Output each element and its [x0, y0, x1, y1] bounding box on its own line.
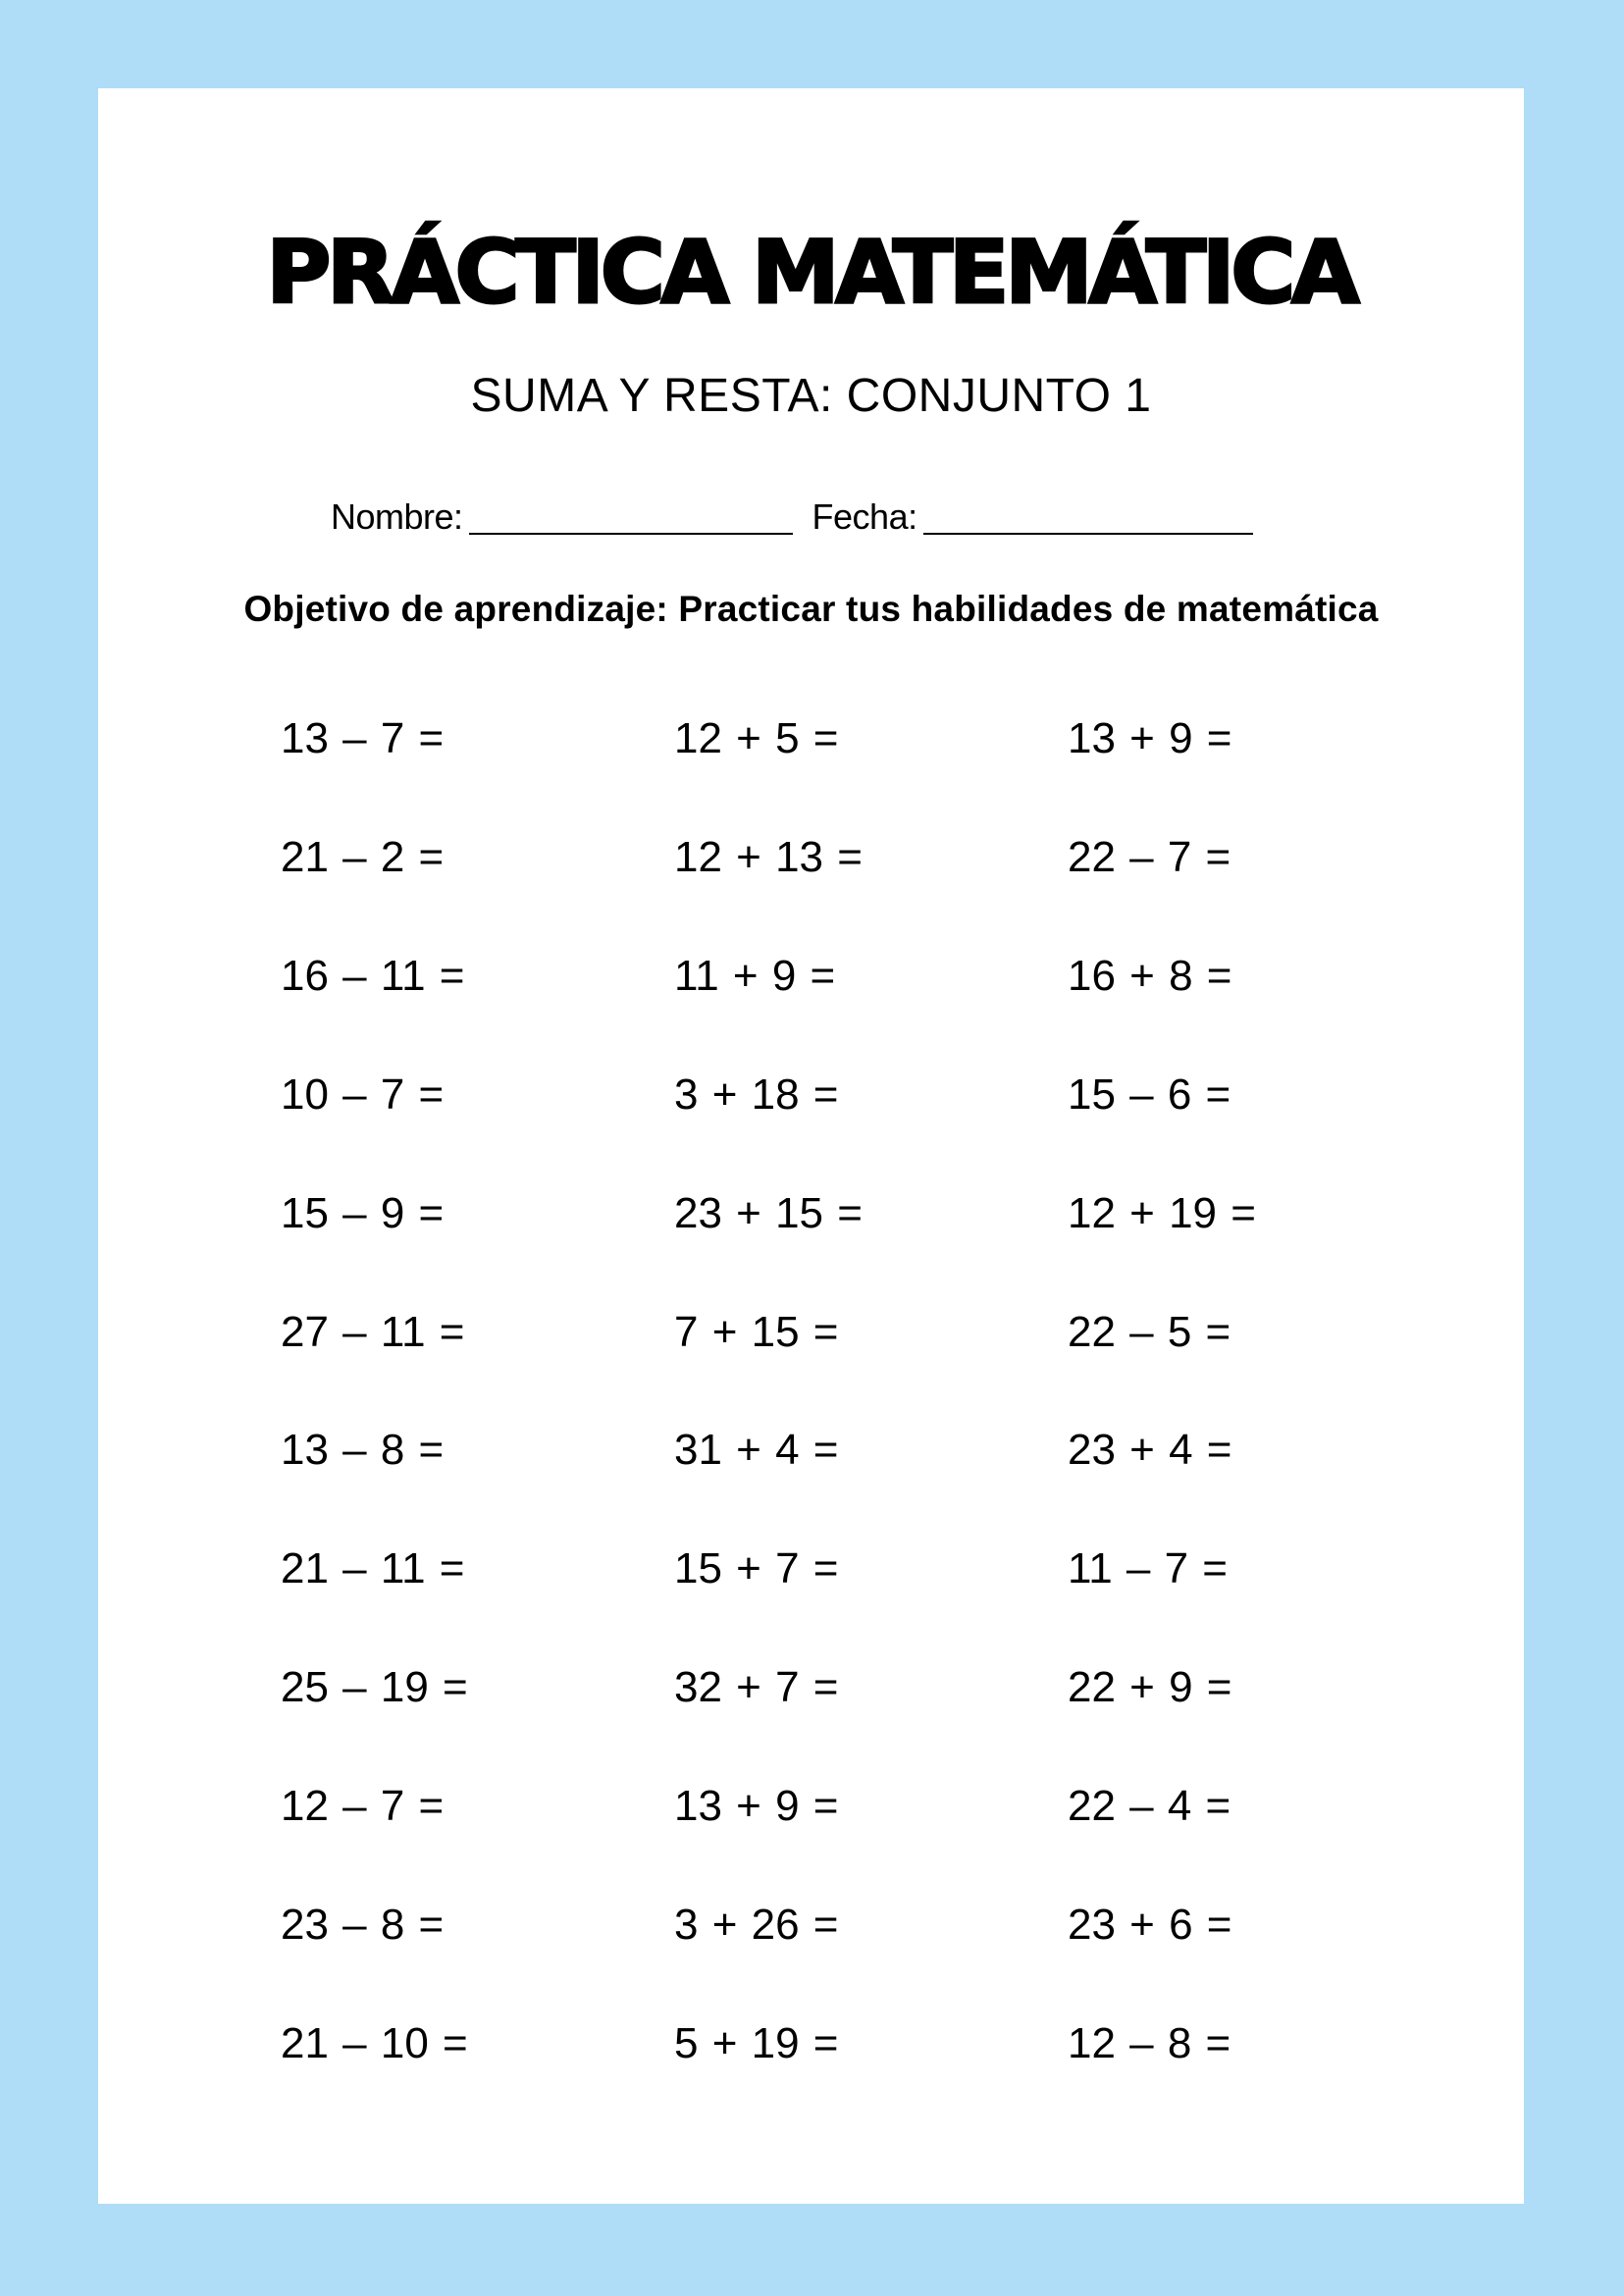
date-field[interactable]: [923, 496, 1253, 535]
problem-row: [281, 1896, 1478, 1955]
problem-row: [281, 1539, 1478, 1598]
math-problem: 27 – 11 =: [281, 1307, 465, 1356]
math-problem: 12 – 8 =: [1068, 2018, 1231, 2067]
problem-row: [281, 947, 1478, 1006]
math-problem: 3 + 18 =: [674, 1070, 839, 1119]
problem-row: [281, 709, 1478, 768]
math-problem: 13 – 7 =: [281, 714, 445, 762]
math-problem: 13 + 9 =: [674, 1782, 839, 1831]
math-problem: 16 + 8 =: [1068, 951, 1232, 1000]
math-problem: 12 + 5 =: [674, 714, 839, 762]
problem-row: [281, 1066, 1478, 1124]
problem-row: [281, 1777, 1478, 1836]
worksheet-title: PRÁCTICA MATEMÁTICA: [266, 222, 1356, 323]
math-problem: 12 + 19 =: [1068, 1188, 1256, 1237]
math-problem: 10 – 7 =: [281, 1070, 445, 1119]
problem-row: [281, 1184, 1478, 1243]
worksheet-subtitle: SUMA Y RESTA: CONJUNTO 1: [470, 370, 1152, 422]
math-problem: 25 – 19 =: [281, 1663, 468, 1712]
math-problem: 23 – 8 =: [281, 1901, 445, 1949]
math-problem: 22 – 5 =: [1068, 1307, 1231, 1356]
math-problem: 21 – 2 =: [281, 832, 445, 881]
math-problem: 12 – 7 =: [281, 1782, 445, 1831]
math-problem: 22 + 9 =: [1068, 1663, 1232, 1712]
problem-row: [281, 1303, 1478, 1362]
math-problem: 22 – 4 =: [1068, 1782, 1231, 1831]
math-problem: 13 + 9 =: [1068, 714, 1232, 762]
name-field[interactable]: [469, 496, 793, 535]
math-problem: 15 – 6 =: [1068, 1070, 1231, 1119]
math-problem: 5 + 19 =: [674, 2018, 839, 2067]
name-date-row: [331, 486, 1253, 535]
learning-objective: Objetivo de aprendizaje: Practicar tus habilidades de matemática: [243, 589, 1379, 629]
math-problem: 11 – 7 =: [1068, 1544, 1228, 1593]
math-problem: 15 – 9 =: [281, 1188, 445, 1237]
problem-row: [281, 828, 1478, 887]
math-problem: 15 + 7 =: [674, 1544, 839, 1593]
math-problem: 11 + 9 =: [674, 951, 836, 1000]
math-problem: 16 – 11 =: [281, 951, 465, 1000]
math-problem: 31 + 4 =: [674, 1426, 839, 1475]
math-problem: 21 – 11 =: [281, 1544, 465, 1593]
problem-row: [281, 1421, 1478, 1480]
math-problem: 23 + 15 =: [674, 1188, 863, 1237]
math-problem: 13 – 8 =: [281, 1426, 445, 1475]
math-problem: 32 + 7 =: [674, 1663, 839, 1712]
math-problem: 23 + 4 =: [1068, 1426, 1232, 1475]
math-problem: 3 + 26 =: [674, 1901, 839, 1949]
math-problem: 22 – 7 =: [1068, 832, 1231, 881]
problem-row: [281, 1658, 1478, 1717]
date-label: Fecha:: [812, 496, 917, 537]
worksheet-page: [98, 88, 1524, 2204]
math-problem: 7 + 15 =: [674, 1307, 839, 1356]
math-problem: 12 + 13 =: [674, 832, 863, 881]
name-label: Nombre:: [331, 496, 463, 537]
problem-row: [281, 2014, 1478, 2073]
math-problem: 21 – 10 =: [281, 2018, 468, 2067]
math-problem: 23 + 6 =: [1068, 1901, 1232, 1949]
